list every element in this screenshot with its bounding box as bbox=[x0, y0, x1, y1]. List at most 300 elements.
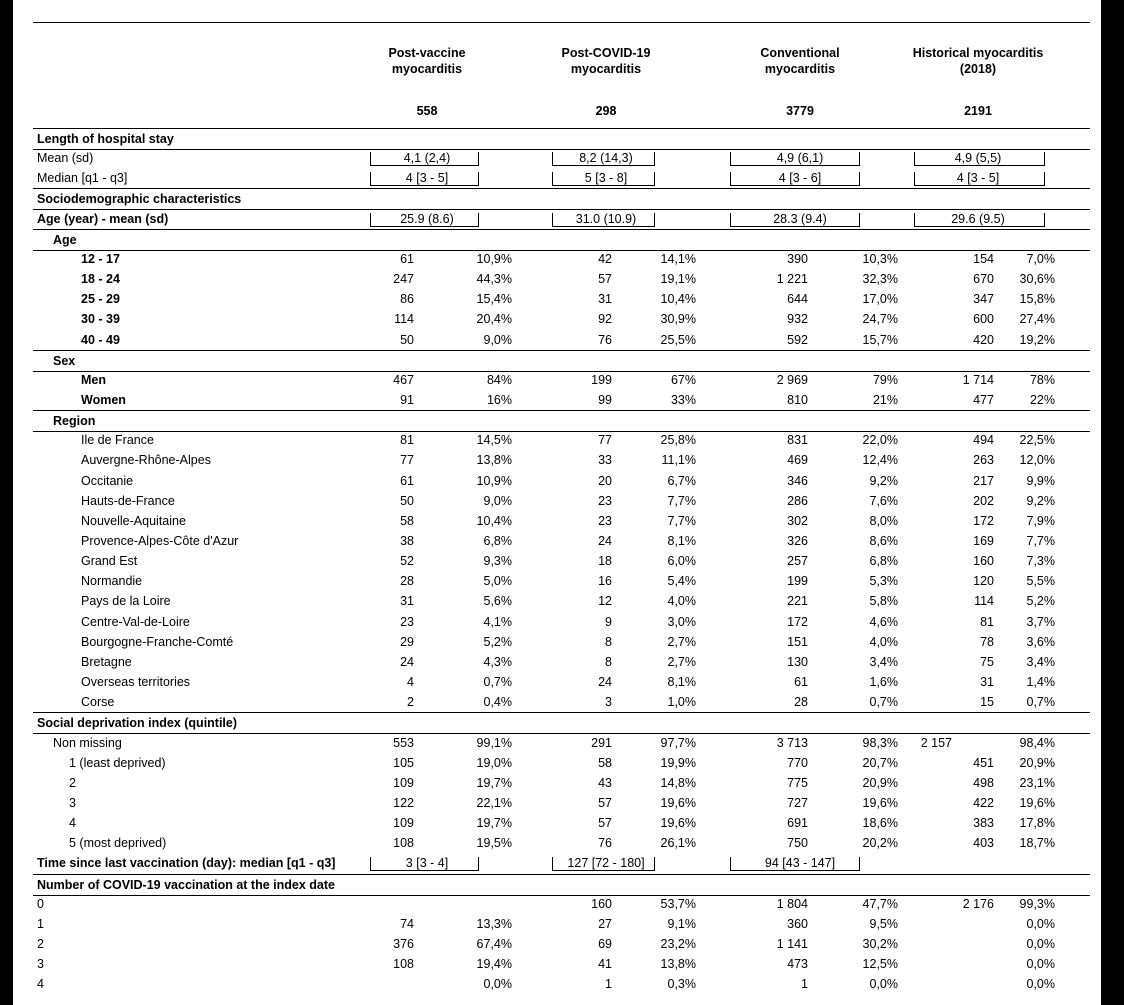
percent-cell: 9,0% bbox=[483, 493, 512, 508]
row-label: Non missing bbox=[53, 735, 122, 750]
percent-cell: 6,0% bbox=[667, 554, 696, 569]
value-box bbox=[730, 213, 860, 227]
count-cell: 727 bbox=[787, 795, 808, 810]
table-row bbox=[33, 571, 1090, 591]
percent-cell: 98,3% bbox=[862, 735, 898, 750]
count-cell: 494 bbox=[973, 433, 994, 448]
count-cell: 257 bbox=[787, 554, 808, 569]
percent-cell: 3,7% bbox=[1026, 614, 1055, 629]
summary-value: 28.3 (9.4) bbox=[773, 211, 827, 226]
count-cell: 1 714 bbox=[962, 372, 994, 387]
percent-cell: 17,0% bbox=[862, 292, 898, 307]
percent-cell: 15,4% bbox=[476, 292, 512, 307]
count-cell: 217 bbox=[973, 473, 994, 488]
percent-cell: 20,9% bbox=[862, 775, 898, 790]
count-cell: 120 bbox=[973, 574, 994, 589]
percent-cell: 18,7% bbox=[1019, 836, 1055, 851]
count-cell: 420 bbox=[973, 332, 994, 347]
row-label: Grand Est bbox=[81, 554, 138, 569]
count-cell: 23 bbox=[598, 513, 612, 528]
column-title-line: (2018) bbox=[959, 62, 997, 76]
count-cell: 24 bbox=[598, 534, 612, 548]
row-label: 1 (least deprived) bbox=[69, 755, 166, 770]
count-cell: 20 bbox=[598, 473, 612, 488]
count-cell: 160 bbox=[973, 554, 994, 569]
count-cell: 172 bbox=[973, 513, 994, 528]
percent-cell: 0,7% bbox=[1026, 695, 1055, 710]
percent-cell: 19,2% bbox=[1019, 332, 1055, 347]
count-cell: 477 bbox=[973, 392, 994, 407]
percent-cell: 1,4% bbox=[1026, 675, 1055, 690]
count-cell: 81 bbox=[400, 433, 414, 448]
count-cell: 8 bbox=[605, 654, 612, 669]
section-label: Sex bbox=[53, 353, 76, 368]
row-label: 5 (most deprived) bbox=[69, 836, 167, 851]
count-cell: 644 bbox=[787, 292, 808, 307]
count-cell: 86 bbox=[400, 292, 414, 307]
percent-cell: 10,4% bbox=[476, 513, 512, 528]
count-cell: 810 bbox=[787, 392, 808, 407]
count-cell: 553 bbox=[393, 735, 414, 750]
count-cell: 286 bbox=[787, 493, 808, 508]
table-row bbox=[33, 209, 1090, 229]
percent-cell: 0,3% bbox=[667, 977, 696, 992]
count-cell: 347 bbox=[973, 292, 994, 307]
count-cell: 770 bbox=[787, 755, 808, 770]
percent-cell: 19,6% bbox=[660, 795, 696, 810]
percent-cell: 5,2% bbox=[483, 634, 512, 649]
percent-cell: 6,8% bbox=[483, 534, 512, 548]
count-cell: 76 bbox=[598, 332, 612, 347]
count-cell: 422 bbox=[973, 795, 994, 810]
value-box bbox=[914, 152, 1045, 166]
count-cell: 108 bbox=[393, 836, 414, 851]
row-label: 25 - 29 bbox=[81, 292, 120, 307]
percent-cell: 0,7% bbox=[483, 675, 512, 690]
percent-cell: 7,7% bbox=[667, 493, 696, 508]
percent-cell: 25,8% bbox=[660, 433, 696, 448]
count-cell: 3 713 bbox=[776, 735, 808, 750]
column-title-line: myocarditis bbox=[391, 62, 463, 76]
percent-cell: 22,1% bbox=[476, 795, 512, 810]
count-cell: 43 bbox=[598, 775, 612, 790]
count-cell: 2 176 bbox=[962, 896, 994, 911]
summary-value: 4 [3 - 5] bbox=[405, 171, 449, 186]
table-row bbox=[33, 813, 1090, 833]
table-row bbox=[33, 652, 1090, 672]
table-row bbox=[33, 531, 1090, 551]
percent-cell: 18,6% bbox=[862, 816, 898, 831]
percent-cell: 84% bbox=[486, 372, 512, 387]
value-box bbox=[370, 152, 479, 166]
percent-cell: 14,1% bbox=[660, 251, 696, 266]
percent-cell: 17,8% bbox=[1019, 816, 1055, 831]
row-label: 2 bbox=[69, 775, 76, 790]
section-row bbox=[33, 128, 1090, 150]
percent-cell: 26,1% bbox=[660, 836, 696, 851]
column-title-line: Post-vaccine bbox=[388, 46, 466, 60]
row-label: 1 bbox=[37, 916, 44, 931]
table-row bbox=[33, 491, 1090, 511]
row-label: 2 bbox=[37, 937, 44, 951]
table-row bbox=[33, 773, 1090, 793]
summary-value: 4 [3 - 6] bbox=[778, 171, 822, 186]
count-cell: 78 bbox=[980, 634, 994, 649]
table-row bbox=[33, 612, 1090, 632]
count-cell: 2 157 bbox=[920, 735, 952, 750]
percent-cell: 98,4% bbox=[1019, 735, 1055, 750]
percent-cell: 4,0% bbox=[667, 594, 696, 609]
percent-cell: 1,0% bbox=[667, 695, 696, 710]
count-cell: 383 bbox=[973, 816, 994, 831]
percent-cell: 5,2% bbox=[1026, 594, 1055, 609]
count-cell: 831 bbox=[787, 433, 808, 448]
count-cell: 151 bbox=[787, 634, 808, 649]
count-cell: 199 bbox=[787, 574, 808, 589]
table-row bbox=[33, 733, 1090, 753]
percent-cell: 0,0% bbox=[1026, 937, 1055, 951]
percent-cell: 23,1% bbox=[1019, 775, 1055, 790]
section-row bbox=[33, 410, 1090, 432]
percent-cell: 10,4% bbox=[660, 292, 696, 307]
count-cell: 8 bbox=[605, 634, 612, 649]
count-cell: 33 bbox=[598, 453, 612, 468]
table-row bbox=[33, 833, 1090, 853]
percent-cell: 9,9% bbox=[1026, 473, 1055, 488]
row-label: Women bbox=[81, 392, 126, 407]
document-page bbox=[13, 0, 1101, 1005]
percent-cell: 7,6% bbox=[869, 493, 898, 508]
table-row bbox=[33, 471, 1090, 491]
section-row bbox=[33, 712, 1090, 734]
count-cell: 77 bbox=[400, 453, 414, 468]
percent-cell: 9,0% bbox=[483, 332, 512, 347]
percent-cell: 0,0% bbox=[1026, 916, 1055, 931]
table-row bbox=[33, 894, 1090, 914]
count-cell: 1 bbox=[605, 977, 612, 992]
count-cell: 28 bbox=[400, 574, 414, 589]
column-title-line: Post-COVID-19 bbox=[561, 46, 651, 60]
percent-cell: 12,0% bbox=[1019, 453, 1055, 468]
count-cell: 3 bbox=[605, 695, 612, 710]
count-cell: 18 bbox=[598, 554, 612, 569]
percent-cell: 14,8% bbox=[660, 775, 696, 790]
count-cell: 23 bbox=[598, 493, 612, 508]
row-label: Centre-Val-de-Loire bbox=[81, 614, 190, 629]
table-row bbox=[33, 591, 1090, 611]
count-cell: 58 bbox=[598, 755, 612, 770]
row-label: 4 bbox=[37, 977, 44, 992]
percent-cell: 0,0% bbox=[1026, 977, 1055, 992]
count-cell: 498 bbox=[973, 775, 994, 790]
summary-value: 8,2 (14,3) bbox=[579, 151, 633, 166]
count-cell: 172 bbox=[787, 614, 808, 629]
table-row bbox=[33, 289, 1090, 309]
count-cell: 61 bbox=[400, 473, 414, 488]
count-cell: 77 bbox=[598, 433, 612, 448]
count-cell: 291 bbox=[591, 735, 612, 750]
count-cell: 670 bbox=[973, 272, 994, 287]
value-box bbox=[552, 213, 655, 227]
table-row bbox=[33, 430, 1090, 450]
count-cell: 403 bbox=[973, 836, 994, 851]
column-count: 3779 bbox=[786, 104, 814, 118]
summary-value: 4,1 (2,4) bbox=[403, 151, 451, 166]
count-cell: 1 bbox=[801, 977, 808, 992]
summary-value: 5 [3 - 8] bbox=[584, 171, 628, 186]
table-row bbox=[33, 450, 1090, 470]
value-box bbox=[370, 857, 479, 871]
row-label: Bretagne bbox=[81, 654, 132, 669]
count-cell: 1 141 bbox=[776, 937, 808, 951]
table-row bbox=[33, 168, 1090, 188]
percent-cell: 4,3% bbox=[483, 654, 512, 669]
count-cell: 57 bbox=[598, 272, 612, 287]
percent-cell: 47,7% bbox=[862, 896, 898, 911]
percent-cell: 19,7% bbox=[476, 816, 512, 831]
value-box bbox=[370, 172, 479, 186]
count-cell: 122 bbox=[393, 795, 414, 810]
percent-cell: 9,3% bbox=[483, 554, 512, 569]
count-cell: 42 bbox=[598, 251, 612, 266]
percent-cell: 19,1% bbox=[660, 272, 696, 287]
count-cell: 221 bbox=[787, 594, 808, 609]
row-label: Bourgogne-Franche-Comté bbox=[81, 634, 234, 649]
row-label: Men bbox=[81, 372, 106, 387]
percent-cell: 13,8% bbox=[660, 957, 696, 972]
percent-cell: 9,2% bbox=[869, 473, 898, 488]
row-label: Pays de la Loire bbox=[81, 594, 171, 609]
percent-cell: 0,7% bbox=[869, 695, 898, 710]
row-label: Median [q1 - q3] bbox=[37, 171, 128, 186]
percent-cell: 32,3% bbox=[862, 272, 898, 287]
count-cell: 16 bbox=[598, 574, 612, 589]
count-cell: 114 bbox=[394, 312, 414, 327]
percent-cell: 79% bbox=[872, 372, 898, 387]
row-label: 40 - 49 bbox=[81, 332, 120, 347]
percent-cell: 22,5% bbox=[1019, 433, 1055, 448]
count-cell: 346 bbox=[787, 473, 808, 488]
summary-value: 127 [72 - 180] bbox=[567, 856, 645, 871]
count-cell: 2 969 bbox=[776, 372, 808, 387]
count-cell: 58 bbox=[400, 513, 414, 528]
table-row bbox=[33, 934, 1090, 954]
count-cell: 199 bbox=[591, 372, 612, 387]
table-row bbox=[33, 249, 1090, 269]
section-row bbox=[33, 188, 1090, 210]
value-box bbox=[914, 213, 1045, 227]
value-box bbox=[914, 172, 1045, 186]
count-cell: 50 bbox=[400, 332, 414, 347]
percent-cell: 99,1% bbox=[476, 735, 512, 750]
summary-value: 25.9 (8.6) bbox=[400, 211, 454, 226]
percent-cell: 8,0% bbox=[869, 513, 898, 528]
count-cell: 31 bbox=[598, 292, 612, 307]
row-label: Ile de France bbox=[81, 433, 154, 448]
count-cell: 600 bbox=[973, 312, 994, 327]
section-label: Sociodemographic characteristics bbox=[37, 192, 242, 207]
percent-cell: 22% bbox=[1029, 392, 1055, 407]
row-label: Mean (sd) bbox=[37, 151, 94, 166]
percent-cell: 0,0% bbox=[1026, 957, 1055, 972]
count-cell: 81 bbox=[980, 614, 994, 629]
percent-cell: 6,8% bbox=[869, 554, 898, 569]
section-label: Region bbox=[53, 414, 96, 429]
percent-cell: 8,1% bbox=[667, 534, 696, 548]
count-cell: 52 bbox=[400, 554, 414, 569]
percent-cell: 19,0% bbox=[476, 755, 512, 770]
count-cell: 473 bbox=[787, 957, 808, 972]
percent-cell: 6,7% bbox=[667, 473, 696, 488]
table-row bbox=[33, 551, 1090, 571]
percent-cell: 21% bbox=[872, 392, 898, 407]
section-label: Number of COVID-19 vaccination at the index date bbox=[37, 877, 335, 892]
row-label: Age (year) - mean (sd) bbox=[37, 211, 169, 226]
row-label: Corse bbox=[81, 695, 115, 710]
count-cell: 99 bbox=[598, 392, 612, 407]
count-cell: 202 bbox=[973, 493, 994, 508]
column-title bbox=[868, 45, 1088, 77]
percent-cell: 30,6% bbox=[1019, 272, 1055, 287]
percent-cell: 99,3% bbox=[1019, 896, 1055, 911]
percent-cell: 5,5% bbox=[1026, 574, 1055, 589]
count-cell: 61 bbox=[794, 675, 808, 690]
count-cell: 12 bbox=[598, 594, 612, 609]
percent-cell: 14,5% bbox=[476, 433, 512, 448]
table-row bbox=[33, 390, 1090, 410]
count-cell: 41 bbox=[598, 957, 612, 972]
percent-cell: 20,2% bbox=[862, 836, 898, 851]
percent-cell: 97,7% bbox=[660, 735, 696, 750]
table-row bbox=[33, 330, 1090, 350]
row-label: Overseas territories bbox=[81, 675, 191, 690]
percent-cell: 16% bbox=[486, 392, 512, 407]
count-cell: 75 bbox=[980, 654, 994, 669]
percent-cell: 9,1% bbox=[667, 916, 696, 931]
percent-cell: 8,1% bbox=[667, 675, 696, 690]
percent-cell: 4,0% bbox=[869, 634, 898, 649]
table-row bbox=[33, 753, 1090, 773]
count-cell: 247 bbox=[393, 272, 414, 287]
row-label: 3 bbox=[37, 957, 44, 972]
percent-cell: 19,6% bbox=[862, 795, 898, 810]
column-title-line: Historical myocarditis bbox=[912, 46, 1044, 60]
count-cell: 775 bbox=[787, 775, 808, 790]
count-cell: 28 bbox=[794, 695, 808, 710]
row-label: Provence-Alpes-Côte d'Azur bbox=[81, 534, 239, 548]
count-cell: 15 bbox=[980, 695, 994, 710]
count-cell: 750 bbox=[787, 836, 808, 851]
table-row bbox=[33, 954, 1090, 974]
count-cell: 109 bbox=[393, 775, 414, 790]
percent-cell: 19,7% bbox=[476, 775, 512, 790]
percent-cell: 11,1% bbox=[661, 453, 696, 468]
percent-cell: 10,3% bbox=[862, 251, 898, 266]
row-label: 12 - 17 bbox=[81, 251, 120, 266]
percent-cell: 8,6% bbox=[869, 534, 898, 548]
count-cell: 9 bbox=[605, 614, 612, 629]
count-cell: 61 bbox=[400, 251, 414, 266]
summary-value: 29.6 (9.5) bbox=[951, 211, 1005, 226]
percent-cell: 3,4% bbox=[869, 654, 898, 669]
percent-cell: 7,7% bbox=[1026, 534, 1055, 548]
count-cell: 38 bbox=[400, 534, 414, 548]
count-cell: 376 bbox=[393, 937, 414, 951]
percent-cell: 3,6% bbox=[1026, 634, 1055, 649]
percent-cell: 22,0% bbox=[862, 433, 898, 448]
column-count: 298 bbox=[595, 104, 617, 118]
count-cell: 302 bbox=[787, 513, 808, 528]
count-cell: 69 bbox=[598, 937, 612, 951]
percent-cell: 5,6% bbox=[483, 594, 512, 609]
percent-cell: 10,9% bbox=[476, 473, 512, 488]
summary-value: 94 [43 - 147] bbox=[764, 856, 836, 871]
table-row bbox=[33, 793, 1090, 813]
table-row bbox=[33, 672, 1090, 692]
section-row bbox=[33, 874, 1090, 896]
row-label: Occitanie bbox=[81, 473, 134, 488]
count-cell: 108 bbox=[393, 957, 414, 972]
percent-cell: 7,9% bbox=[1026, 513, 1055, 528]
count-cell: 469 bbox=[787, 453, 808, 468]
percent-cell: 5,0% bbox=[483, 574, 512, 589]
table-row bbox=[33, 511, 1090, 531]
summary-value: 4,9 (6,1) bbox=[776, 151, 824, 166]
count-cell: 109 bbox=[393, 816, 414, 831]
summary-value: 3 [3 - 4] bbox=[405, 856, 449, 871]
row-label: 0 bbox=[37, 896, 44, 911]
count-cell: 360 bbox=[787, 916, 808, 931]
row-label: 18 - 24 bbox=[81, 272, 120, 287]
table-row bbox=[33, 269, 1090, 289]
percent-cell: 9,2% bbox=[1026, 493, 1055, 508]
percent-cell: 27,4% bbox=[1019, 312, 1055, 327]
percent-cell: 7,7% bbox=[667, 513, 696, 528]
percent-cell: 19,5% bbox=[476, 836, 512, 851]
column-title-line: Conventional bbox=[760, 46, 840, 60]
count-cell: 92 bbox=[598, 312, 612, 327]
percent-cell: 30,2% bbox=[862, 937, 898, 951]
percent-cell: 12,5% bbox=[862, 957, 898, 972]
row-label: 4 bbox=[69, 816, 76, 831]
table-row bbox=[33, 692, 1090, 712]
count-cell: 592 bbox=[787, 332, 808, 347]
percent-cell: 20,7% bbox=[862, 755, 898, 770]
count-cell: 50 bbox=[400, 493, 414, 508]
percent-cell: 7,0% bbox=[1026, 251, 1055, 266]
percent-cell: 20,4% bbox=[476, 312, 512, 327]
count-cell: 114 bbox=[974, 594, 994, 609]
count-cell: 2 bbox=[407, 695, 414, 710]
percent-cell: 44,3% bbox=[476, 272, 512, 287]
table-row bbox=[33, 974, 1090, 994]
count-cell: 29 bbox=[400, 634, 414, 649]
count-cell: 1 221 bbox=[776, 272, 808, 287]
count-cell: 23 bbox=[400, 614, 414, 629]
percent-cell: 25,5% bbox=[660, 332, 696, 347]
row-label: Time since last vaccination (day): median [q1 - q3] bbox=[37, 856, 336, 871]
percent-cell: 12,4% bbox=[862, 453, 898, 468]
count-cell: 57 bbox=[598, 795, 612, 810]
column-title-line: myocarditis bbox=[570, 62, 642, 76]
column-title bbox=[496, 45, 716, 77]
count-cell: 4 bbox=[407, 675, 414, 690]
count-cell: 24 bbox=[400, 654, 414, 669]
percent-cell: 20,9% bbox=[1019, 755, 1055, 770]
percent-cell: 13,8% bbox=[476, 453, 512, 468]
percent-cell: 15,7% bbox=[862, 332, 898, 347]
percent-cell: 3,4% bbox=[1026, 654, 1055, 669]
